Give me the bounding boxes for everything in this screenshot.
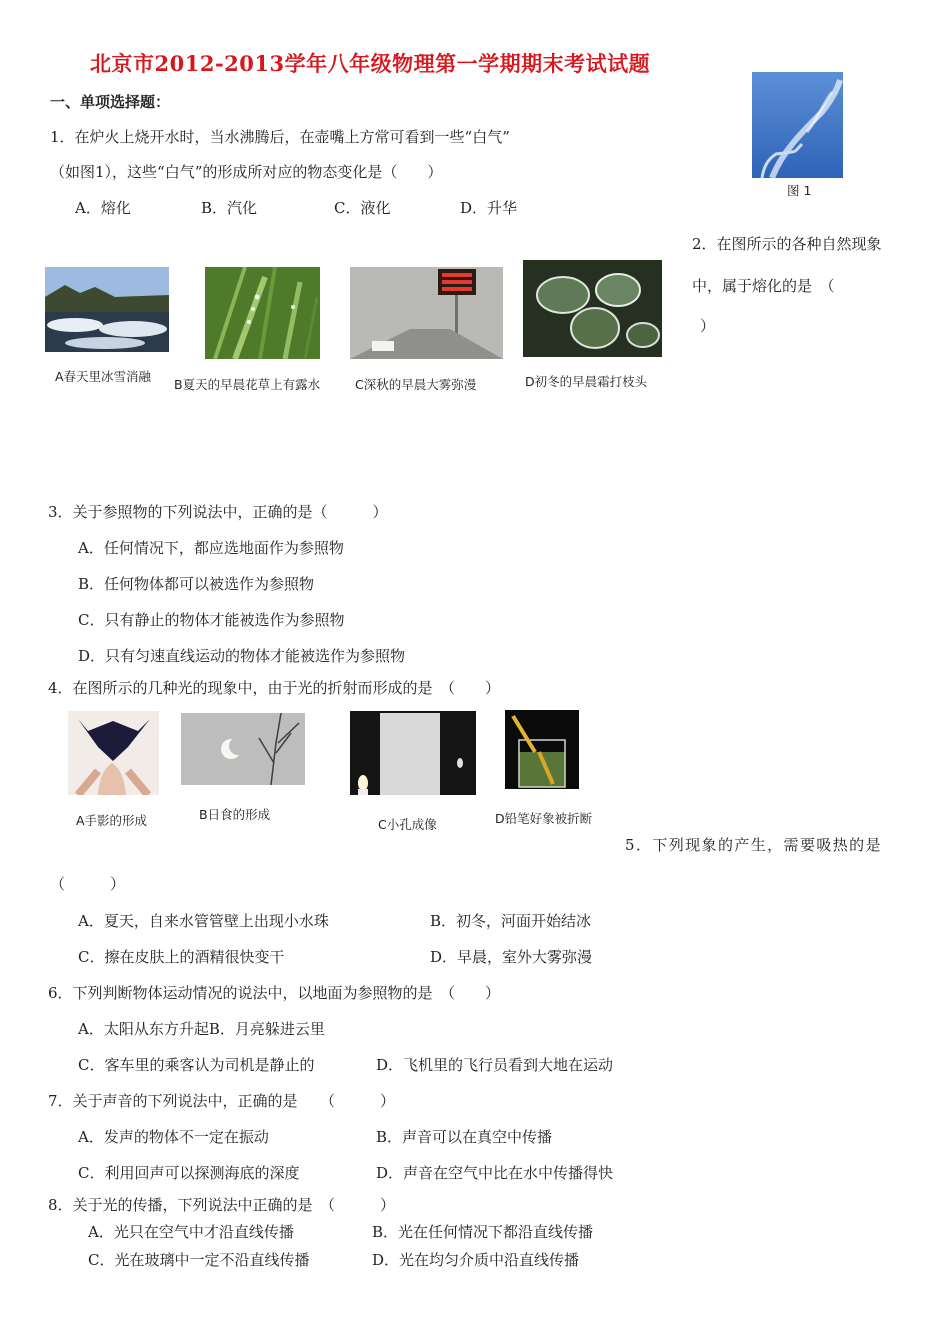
figure-1-kettle-steam-photo [752, 72, 843, 178]
q5-bracket: （ ） [50, 875, 126, 893]
q3-option-c: C．只有静止的物体才能被选作为参照物 [78, 611, 345, 629]
q1-option-b: B．汽化 [201, 199, 258, 217]
q5-option-a: A．夏天，自来水管管壁上出现小水珠 [78, 912, 329, 930]
q8-stem: 8．关于光的传播，下列说法中正确的是 （ ） [48, 1196, 396, 1214]
q6-option-c: C．客车里的乘客认为司机是静止的 [78, 1056, 315, 1074]
q1-stem-line1: 1．在炉火上烧开水时，当水沸腾后，在壶嘴上方常可看到一些“白气” [50, 128, 510, 146]
q2-caption-d: D初冬的早晨霜打枝头 [525, 374, 648, 389]
q4-caption-a: A手影的形成 [76, 813, 148, 828]
q3-option-d: D．只有匀速直线运动的物体才能被选作为参照物 [78, 647, 406, 665]
q5-option-d: D．早晨，室外大雾弥漫 [430, 948, 593, 966]
q5-stem: 5．下列现象的产生，需要吸热的是 [625, 836, 882, 854]
q1-option-a: A．熔化 [75, 199, 131, 217]
q2-caption-c: C深秋的早晨大雾弥漫 [355, 377, 477, 392]
page-title: 北京市2012-2013学年八年级物理第一学期期末考试试题 [90, 51, 651, 76]
q5-option-c: C．擦在皮肤上的酒精很快变干 [78, 948, 285, 966]
q4-caption-d: D铅笔好象被折断 [495, 811, 593, 826]
q2-photo-b-dew-on-grass [205, 267, 320, 359]
figure-1-caption: 图 1 [787, 183, 812, 198]
q2-caption-a: A春天里冰雪消融 [55, 369, 152, 384]
q2-stem-line3: ） [700, 317, 716, 335]
q2-stem-line1: 2．在图所示的各种自然现象 [692, 235, 882, 253]
q6-option-ab: A．太阳从东方升起B．月亮躲进云里 [78, 1020, 325, 1038]
section-heading: 一、单项选择题： [50, 93, 171, 111]
q7-option-a: A．发声的物体不一定在振动 [78, 1128, 269, 1146]
q2-stem-line2: 中，属于熔化的是 （ [692, 277, 835, 295]
q7-option-d: D．声音在空气中比在水中传播得快 [376, 1164, 614, 1182]
q2-photo-a-melting-snow [45, 267, 169, 352]
q2-caption-b: B夏天的早晨花草上有露水 [174, 377, 321, 392]
q7-stem: 7．关于声音的下列说法中，正确的是 （ ） [48, 1092, 396, 1110]
q4-photo-c-pinhole-image [350, 711, 476, 795]
q2-photo-c-fog-road [350, 267, 503, 359]
q3-option-b: B．任何物体都可以被选作为参照物 [78, 575, 315, 593]
q3-option-a: A．任何情况下，都应选地面作为参照物 [78, 539, 344, 557]
q6-option-d: D．飞机里的飞行员看到大地在运动 [376, 1056, 614, 1074]
q7-option-b: B．声音可以在真空中传播 [376, 1128, 553, 1146]
q4-caption-c: C小孔成像 [378, 817, 437, 832]
q2-photo-d-frost-on-leaves [523, 260, 662, 357]
q1-stem-line2: （如图1），这些“白气”的形成所对应的物态变化是（ ） [50, 163, 443, 181]
q8-option-c: C．光在玻璃中一定不沿直线传播 [88, 1251, 310, 1269]
q8-option-a: A．光只在空气中才沿直线传播 [88, 1223, 294, 1241]
q5-option-b: B．初冬，河面开始结冰 [430, 912, 592, 930]
q1-option-c: C．液化 [334, 199, 391, 217]
q1-option-d: D．升华 [460, 199, 518, 217]
q4-photo-b-solar-eclipse [181, 713, 305, 785]
q4-caption-b: B日食的形成 [199, 807, 271, 822]
q4-photo-a-hand-shadow [68, 711, 159, 795]
q4-photo-d-pencil-in-water [505, 710, 579, 789]
q7-option-c: C．利用回声可以探测海底的深度 [78, 1164, 300, 1182]
q6-stem: 6．下列判断物体运动情况的说法中，以地面为参照物的是 （ ） [48, 984, 501, 1002]
q8-option-b: B．光在任何情况下都沿直线传播 [372, 1223, 594, 1241]
q8-option-d: D．光在均匀介质中沿直线传播 [372, 1251, 580, 1269]
q3-stem: 3．关于参照物的下列说法中，正确的是（ ） [48, 503, 388, 521]
q4-stem: 4．在图所示的几种光的现象中，由于光的折射而形成的是 （ ） [48, 679, 501, 697]
